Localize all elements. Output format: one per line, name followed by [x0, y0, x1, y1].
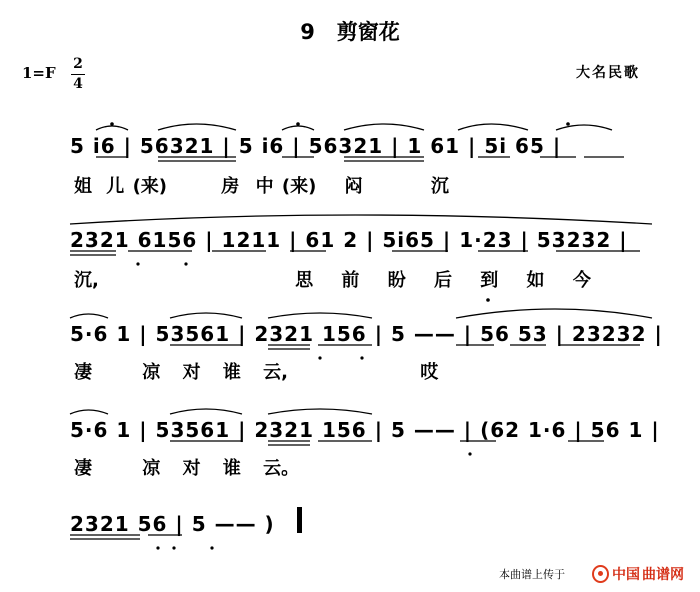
slur	[70, 314, 108, 318]
footer-note: 本曲谱上传于	[499, 568, 565, 581]
key-signature: 1=F	[22, 64, 56, 82]
octave-dot	[172, 546, 175, 549]
octave-dot	[566, 122, 570, 126]
logo-text-red: 中国	[612, 567, 640, 583]
notes-row-4: 5·6 1 | 53561 | 2321 156 | 5 —— | (62 1·6 | 56 1 |	[70, 418, 660, 442]
lyric: 凄	[74, 362, 92, 383]
slur	[170, 409, 242, 414]
lyric: 云,	[263, 362, 288, 383]
lyric: 房	[221, 176, 240, 197]
notes-row-5: 2321 56 | 5 —— )	[70, 512, 275, 536]
lyric: 姐	[74, 176, 92, 197]
lyric: 云。	[263, 458, 300, 479]
lyric: 对	[182, 362, 201, 383]
lyric: 凉	[142, 362, 161, 383]
slur	[268, 313, 372, 318]
octave-dot	[156, 546, 159, 549]
lyric: 凉	[142, 458, 161, 479]
notes-row-1: 5 i6 | 56321 | 5 i6 | 56321 | 1 61 | 5i 65 |	[70, 134, 562, 158]
lyric: 思	[295, 270, 314, 291]
slur	[458, 124, 528, 130]
slur	[456, 309, 652, 318]
lyric: 如	[526, 270, 545, 291]
lyric: 今	[572, 270, 591, 291]
octave-dot	[468, 452, 471, 455]
slur	[70, 410, 108, 414]
lyric: 谁	[222, 362, 241, 383]
lyric: 到	[480, 270, 499, 291]
lyric: (来)	[132, 176, 168, 197]
slur	[170, 313, 242, 318]
lyric: 前	[341, 270, 360, 291]
song-source: 大名民歌	[576, 65, 640, 81]
song-name: 剪窗花	[336, 20, 400, 44]
lyric: 盼	[387, 270, 406, 291]
octave-dot	[360, 356, 363, 359]
slur	[158, 124, 236, 130]
slur	[96, 126, 128, 130]
lyric: 哎	[420, 362, 439, 383]
lyric: 儿	[106, 176, 125, 197]
logo-icon	[592, 565, 609, 583]
octave-dot	[136, 262, 139, 265]
lyric: 后	[433, 270, 452, 291]
slur	[70, 215, 652, 224]
slur	[282, 126, 314, 130]
lyric: 谁	[222, 458, 241, 479]
notes-row-3: 5·6 1 | 53561 | 2321 156 | 5 —— | 56 53 | 23232 |	[70, 322, 663, 346]
logo-text-rest: 曲谱网	[642, 567, 684, 583]
lyric: 对	[182, 458, 201, 479]
slur	[268, 409, 372, 414]
octave-dot	[110, 122, 114, 126]
octave-dot	[318, 356, 321, 359]
octave-dot	[210, 546, 213, 549]
song-number: 9	[300, 20, 315, 44]
time-bottom: 4	[73, 76, 83, 92]
octave-dot	[296, 122, 300, 126]
time-top: 2	[73, 56, 83, 72]
lyric: 凄	[74, 458, 92, 479]
lyric: 中	[255, 176, 274, 197]
slur	[556, 125, 612, 130]
lyric: 闷	[344, 176, 363, 197]
lyric: 沉	[430, 176, 449, 197]
slur	[344, 124, 424, 130]
lyric: 沉,	[74, 270, 99, 291]
octave-dot	[184, 262, 187, 265]
notes-row-2: 2321 6156 | 1211 | 61 2 | 5i65 | 1·23 | 53232 |	[70, 228, 628, 252]
lyric: (来)	[281, 176, 317, 197]
octave-dot	[486, 298, 490, 302]
site-logo[interactable]	[592, 562, 692, 584]
